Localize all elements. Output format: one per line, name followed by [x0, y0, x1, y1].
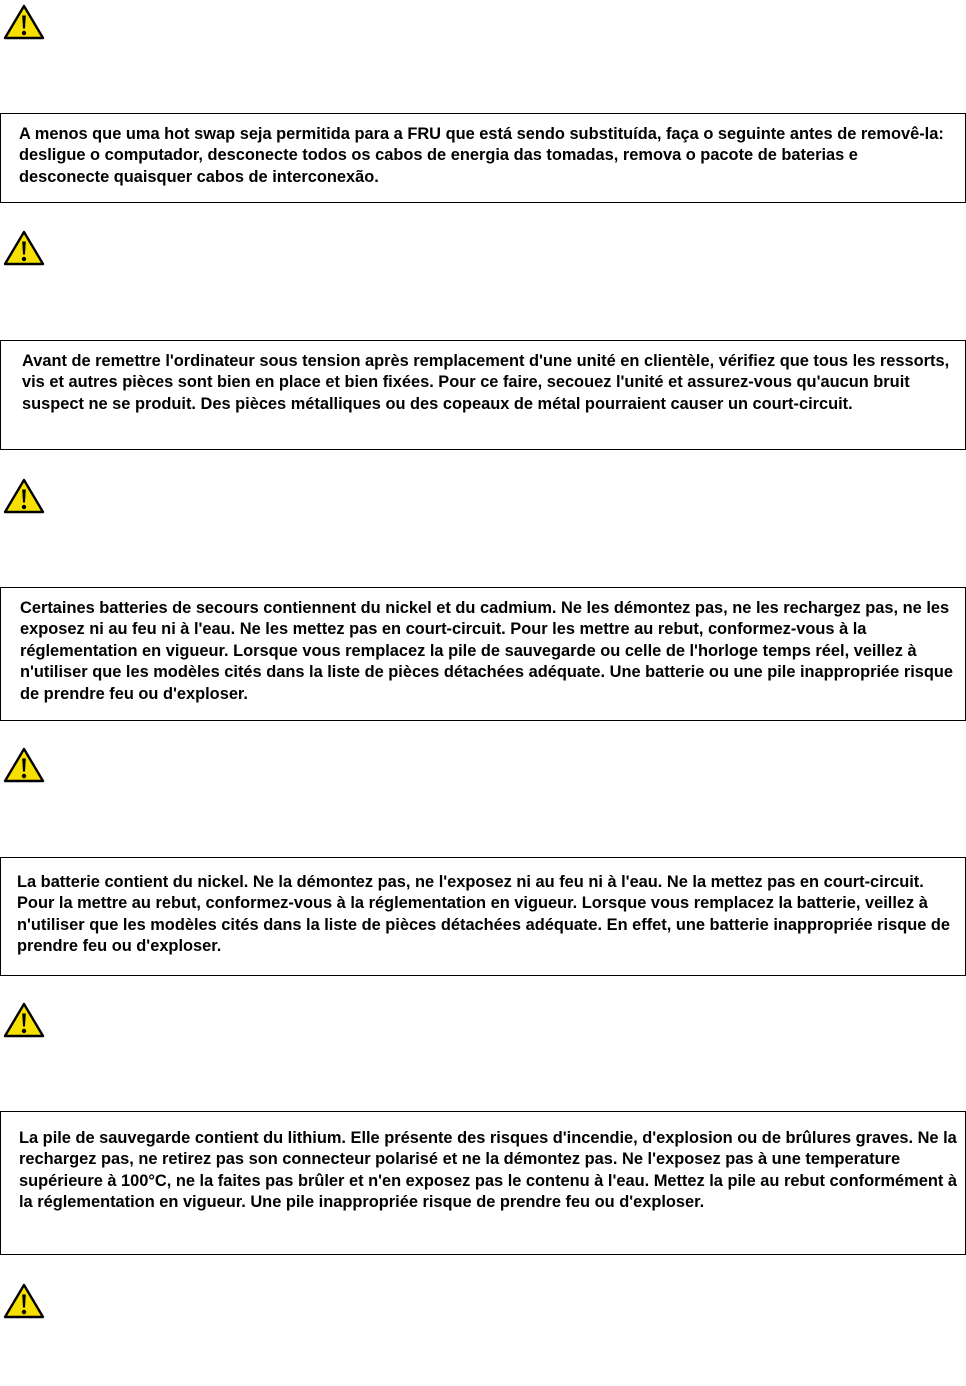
- caution-icon: [3, 1001, 45, 1039]
- notice-text: La pile de sauvegarde contient du lithium. Elle présente des risques d'incendie, d'explosion ou de brûlures graves. Ne la rechargez pas, ne retirez pas son connecteur polarisé et ne la démontez pas. Ne l'exposez pas à une temperature supérieure à 100°C, ne la faites pas brûler et n'en exposez pas le contenu à l'eau. Mettez la pile au rebut conformément à la réglementation en vigueur. Une pile inappropriée risque de prendre feu ou d'exploser.: [19, 1129, 957, 1212]
- caution-icon: [3, 3, 45, 41]
- caution-icon: [3, 229, 45, 267]
- notice-box: [0, 587, 966, 721]
- caution-icon: [3, 477, 45, 515]
- notice-box: [0, 1111, 966, 1255]
- notice-text: A menos que uma hot swap seja permitida para a FRU que está sendo substituída, faça o seguinte antes de removê-la: desligue o computador, desconecte todos os cabos de energia das tomadas, remova o pacote de baterias e desconecte quaisquer cabos de interconexão.: [19, 125, 944, 186]
- caution-icon: [3, 746, 45, 784]
- notice-box: [0, 113, 966, 203]
- notice-box: [0, 857, 966, 976]
- notice-text: Certaines batteries de secours contiennent du nickel et du cadmium. Ne les démontez pas, ne les rechargez pas, ne les exposez ni au feu ni à l'eau. Ne les mettez pas en court-circuit. Pour les mettre au rebut, conformez-vous à la réglementation en vigueur. Lorsque vous remplacez la pile de sauvegarde ou celle de l'horloge temps réel, veillez à n'utiliser que les modèles cités dans la liste de pièces détachées adéquate. Une batterie ou une pile inappropriée risque de prendre feu ou d'exploser.: [20, 599, 954, 703]
- caution-icon: [3, 1282, 45, 1320]
- notice-text: Avant de remettre l'ordinateur sous tension après remplacement d'une unité en clientèle, vérifiez que tous les ressorts, vis et autres pièces sont bien en place et bien fixées. Pour ce faire, secouez l'unité et assurez-vous qu'aucun bruit suspect ne se produit. Des pièces métalliques ou des copeaux de métal pourraient causer un court-circuit.: [22, 352, 950, 413]
- notice-text: La batterie contient du nickel. Ne la démontez pas, ne l'exposez ni au feu ni à l'eau. Ne la mettez pas en court-circuit. Pour la mettre au rebut, conformez-vous à la réglementation en vigueur. Lorsque vous remplacez la batterie, veillez à n'utiliser que les modèles cités dans la liste de pièces détachées adéquate. En effet, une batterie inappropriée risque de prendre feu ou d'exploser.: [17, 873, 951, 956]
- notice-box: [0, 340, 966, 450]
